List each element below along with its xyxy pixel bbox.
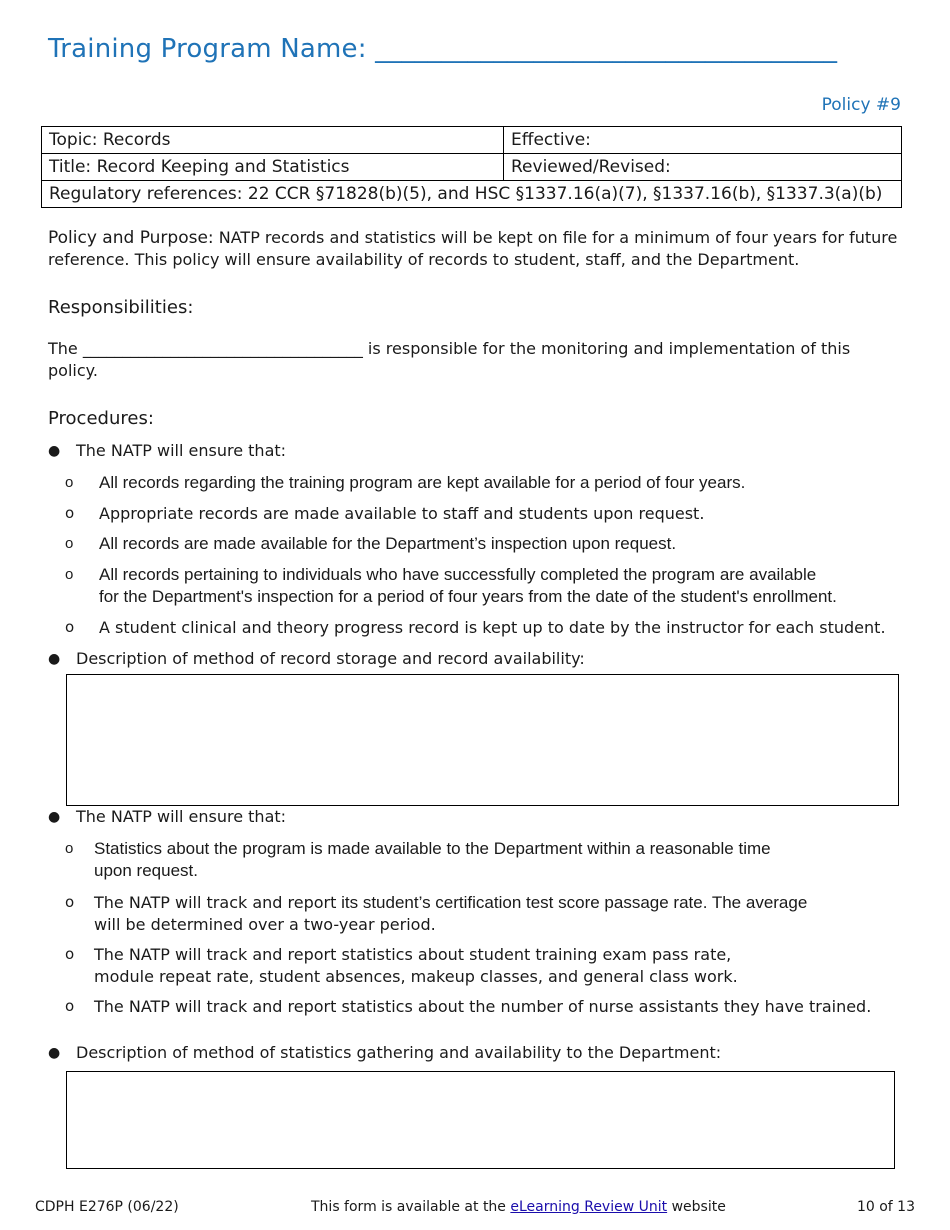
policy-and-purpose [48, 227, 908, 271]
availability-note: This form is available at the eLearning Review Unit website [311, 1199, 726, 1215]
bullet-ensure-1: ● The NATP will ensure that: [48, 441, 287, 460]
hollow-bullet-icon: o [65, 618, 75, 636]
bullet-ensure-2: ● The NATP will ensure that: [48, 807, 287, 826]
page-number: 10 of 13 [856, 1199, 915, 1215]
form-id: CDPH E276P (06/22) [35, 1199, 179, 1215]
elearning-review-unit-link[interactable]: eLearning Review Unit [510, 1199, 668, 1215]
policy-number: Policy #9 [821, 95, 901, 115]
list-item: o Statistics about the program is made available to the Department within a reasonable time upon request. [65, 839, 771, 880]
record-storage-input-box[interactable] [66, 674, 899, 806]
list-item: o The NATP will track and report statistics about student training exam pass rate, module repeat rate, student absences, makeup classes, and general class work. [65, 945, 738, 986]
regulatory-references-cell: Regulatory references: 22 CCR §71828(b)(5), and HSC §1337.16(a)(7), §1337.16(b), §1337.3(a)(b) [42, 181, 902, 208]
hollow-bullet-icon: o [65, 997, 75, 1015]
training-program-name-title: Training Program Name: ___________________________________ [48, 34, 838, 64]
policy-info-table [41, 126, 902, 208]
list-item: o All records are made available for the Department’s inspection upon request. [65, 534, 677, 553]
bullet-dot-icon: ● [48, 809, 61, 825]
title-cell: Title: Record Keeping and Statistics [42, 154, 504, 181]
responsibilities-text: The ___________________________________ is responsible for the monitoring and implementation of this policy. [48, 339, 851, 380]
hollow-bullet-icon: o [65, 566, 74, 583]
list-item: o The NATP will track and report statistics about the number of nurse assistants they have trained. [65, 997, 872, 1016]
list-item: o The NATP will track and report its student’s certification test score passage rate. The average will be determined over a two-year period. [65, 893, 808, 934]
hollow-bullet-icon: o [65, 504, 75, 522]
hollow-bullet-icon: o [65, 474, 74, 491]
bullet-dot-icon: ● [48, 1045, 61, 1061]
bullet-record-storage: ● Description of method of record storage and record availability: [48, 649, 585, 668]
effective-cell: Effective: [504, 127, 902, 154]
procedures-heading: Procedures: [48, 408, 154, 429]
list-item: o A student clinical and theory progress record is kept up to date by the instructor for each student. [65, 618, 886, 637]
statistics-gathering-input-box[interactable] [66, 1071, 895, 1169]
hollow-bullet-icon: o [65, 840, 74, 857]
list-item: o All records pertaining to individuals who have successfully completed the program are available for the Department's inspection for a period of four years from the date of the student's enrollment. [65, 565, 837, 606]
list-item: o All records regarding the training program are kept available for a period of four years. [65, 473, 746, 492]
list-item: o Appropriate records are made available to staff and students upon request. [65, 504, 705, 523]
bullet-dot-icon: ● [48, 443, 61, 459]
hollow-bullet-icon: o [65, 535, 74, 552]
hollow-bullet-icon: o [65, 945, 75, 963]
policy-purpose-text: NATP records and statistics will be kept on file for a minimum of four years for future reference. This policy will ensure availability of records to student, staff, and the Department. [48, 228, 898, 269]
topic-cell: Topic: Records [42, 127, 504, 154]
policy-purpose-label: Policy and Purpose: [48, 228, 214, 248]
hollow-bullet-icon: o [65, 893, 75, 911]
bullet-statistics-gathering: ● Description of method of statistics gathering and availability to the Department: [48, 1043, 722, 1062]
bullet-dot-icon: ● [48, 651, 61, 667]
reviewed-revised-cell: Reviewed/Revised: [504, 154, 902, 181]
responsibilities-heading: Responsibilities: [48, 297, 194, 318]
